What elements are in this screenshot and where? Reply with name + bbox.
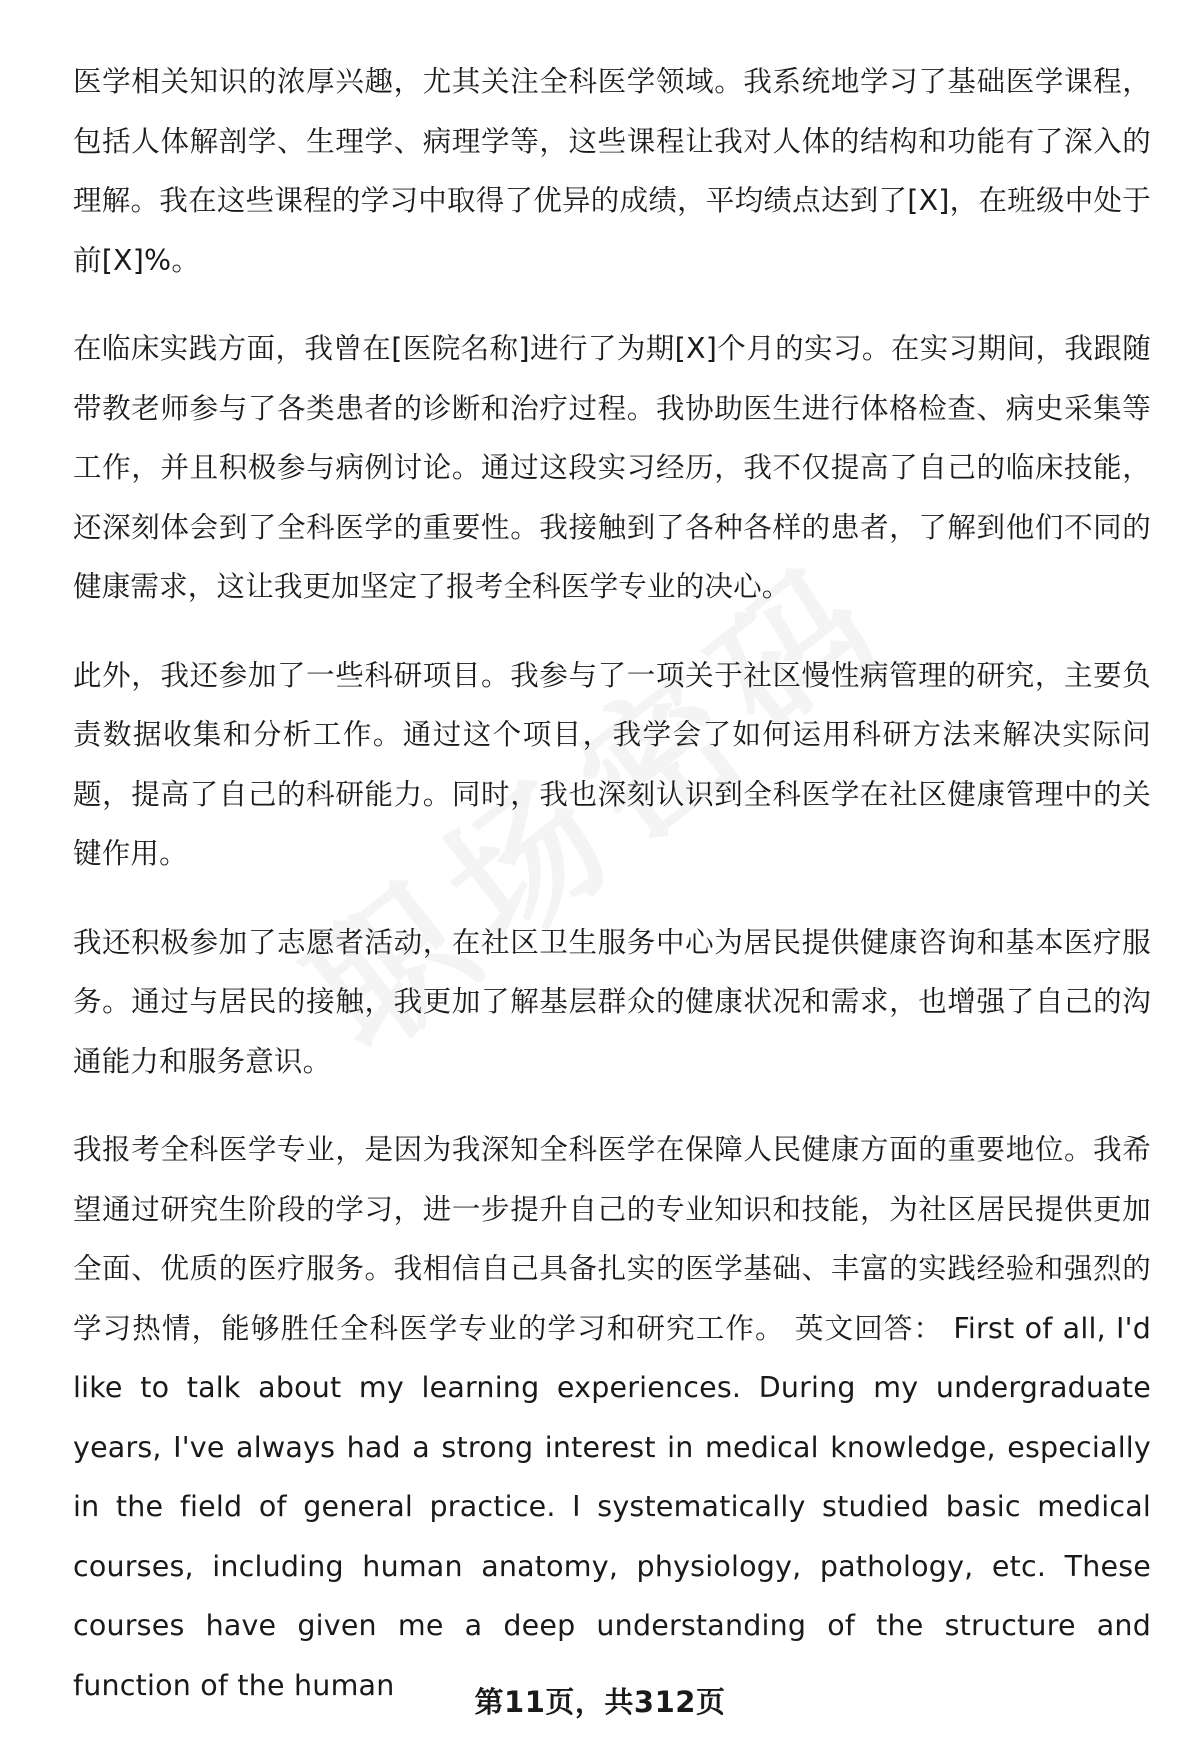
paragraph-academic-background: 医学相关知识的浓厚兴趣，尤其关注全科医学领域。我系统地学习了基础医学课程，包括人体解剖学、生理学、病理学等，这些课程让我对人体的结构和功能有了深入的理解。我在这些课程的学习中取得了优异的成绩，平均绩点达到了[X]，在班级中处于前[X]%。: [73, 65, 1151, 277]
paragraph-volunteer: 我还积极参加了志愿者活动，在社区卫生服务中心为居民提供健康咨询和基本医疗服务。通过与居民的接触，我更加了解基层群众的健康状况和需求，也增强了自己的沟通能力和服务意识。: [73, 925, 1151, 1078]
paragraph-research: 此外，我还参加了一些科研项目。我参与了一项关于社区慢性病管理的研究，主要负责数据收集和分析工作。通过这个项目，我学会了如何运用科研方法来解决实际问题，提高了自己的科研能力。同时，我也深刻认识到全科医学在社区健康管理中的关键作用。: [73, 658, 1151, 870]
paragraph-motivation-and-english: 我报考全科医学专业，是因为我深知全科医学在保障人民健康方面的重要地位。我希望通过研究生阶段的学习，进一步提升自己的专业知识和技能，为社区居民提供更加全面、优质的医疗服务。我相信自己具备扎实的医学基础、丰富的实践经验和强烈的学习热情，能够胜任全科医学专业的学习和研究工作。 英文回答： First of all, I'd like to talk about my learning experiences. During my undergraduate years, I've always had a strong interest in medical knowledge, especially in the field of general practice. I systematically studied basic medical courses, including human anatomy, physiology, pathology, etc. These courses have given me a deep understanding of the structure and function of the human: [73, 1133, 1151, 1702]
document-body: [73, 52, 1151, 1744]
paragraph-clinical-practice: 在临床实践方面，我曾在[医院名称]进行了为期[X]个月的实习。在实习期间，我跟随带教老师参与了各类患者的诊断和治疗过程。我协助医生进行体格检查、病史采集等工作，并且积极参与病例讨论。通过这段实习经历，我不仅提高了自己的临床技能，还深刻体会到了全科医学的重要性。我接触到了各种各样的患者，了解到他们不同的健康需求，这让我更加坚定了报考全科医学专业的决心。: [73, 332, 1151, 603]
page-number-footer: 第11页，共312页: [474, 1685, 726, 1719]
